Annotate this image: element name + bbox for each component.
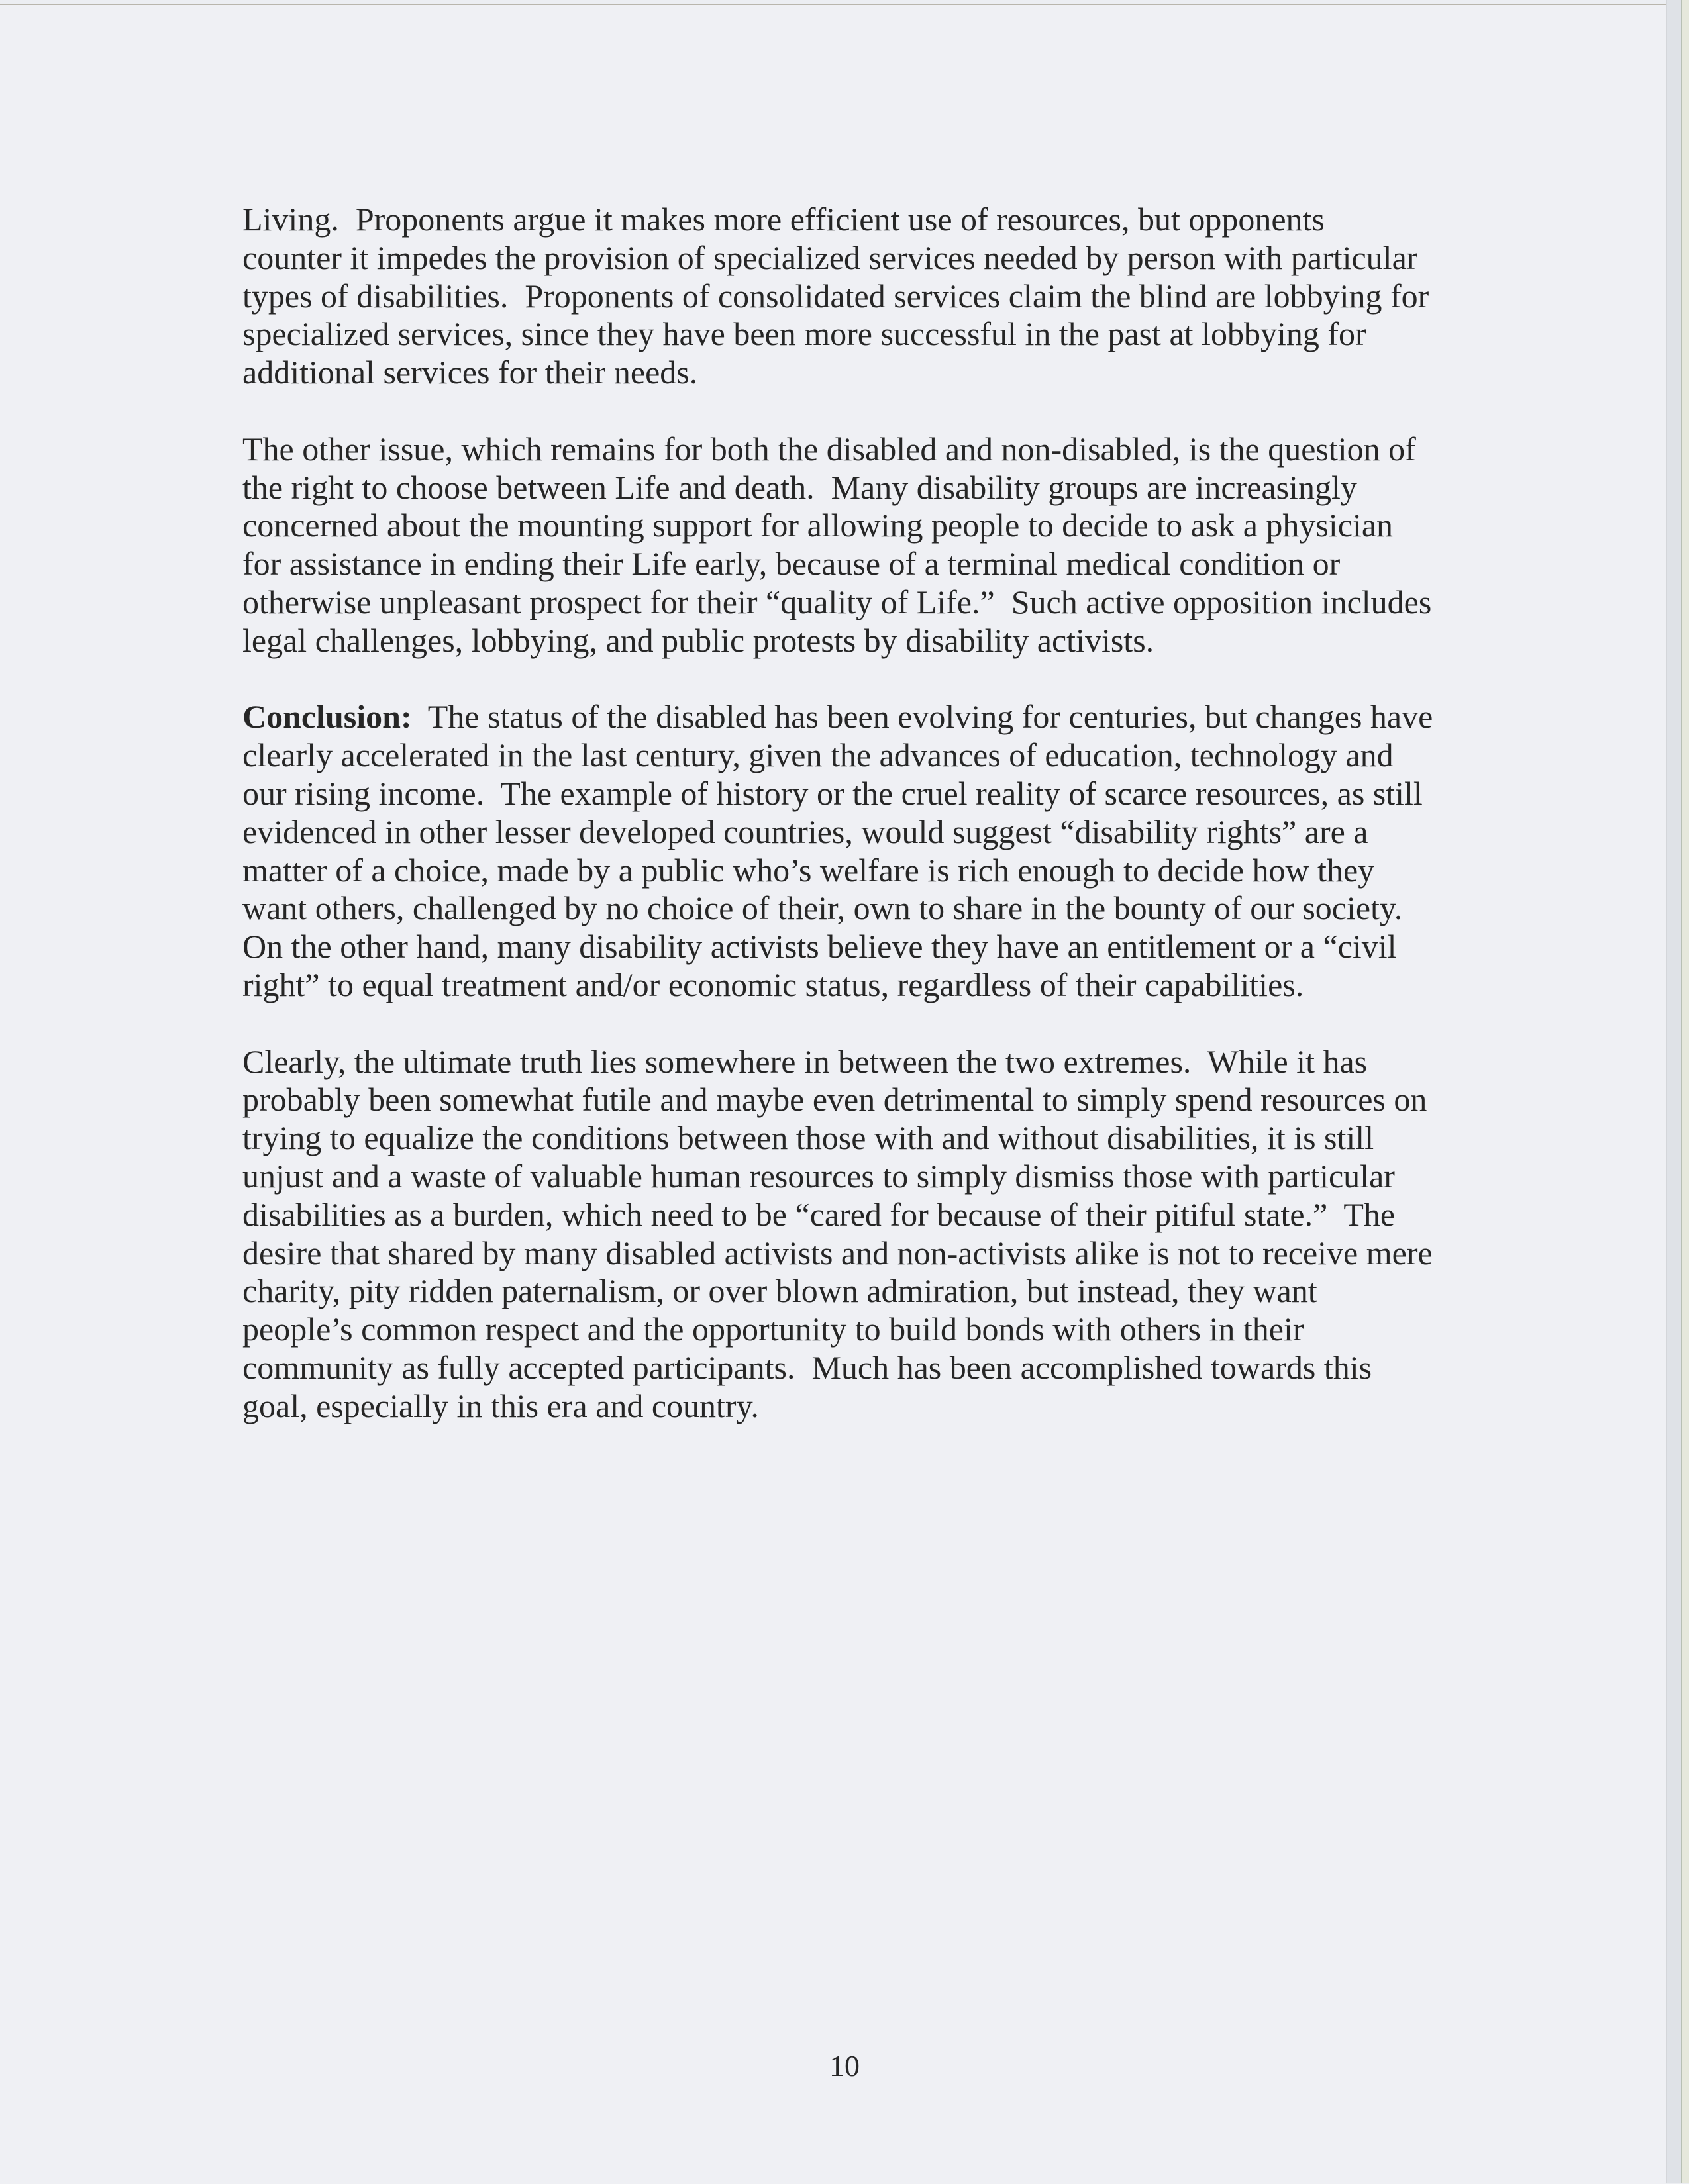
text-line — [242, 622, 1433, 660]
line-text: unjust and a waste of valuable human resources to simply dismiss those with particular — [242, 1157, 1395, 1195]
line-text: goal, especially in this era and country. — [242, 1387, 759, 1424]
line-text: specialized services, since they have been more successful in the past at lobbying for — [242, 315, 1366, 353]
text-line — [242, 1311, 1433, 1349]
line-text: our rising income. The example of history or the cruel reality of scarce resources, as still — [242, 774, 1423, 812]
text-line — [242, 469, 1433, 507]
text-line — [242, 430, 1433, 469]
text-line — [242, 315, 1433, 354]
text-line — [242, 1387, 1433, 1426]
line-text: Clearly, the ultimate truth lies somewhere in between the two extremes. While it has — [242, 1042, 1368, 1080]
line-text: additional services for their needs. — [242, 354, 698, 391]
text-line — [242, 1119, 1433, 1158]
line-text: disabilities as a burden, which need to be “cared for because of their pitiful state.” The — [242, 1195, 1396, 1233]
paragraph — [242, 430, 1433, 660]
text-line — [242, 201, 1433, 239]
line-text: Living. Proponents argue it makes more efficient use of resources, but opponents — [242, 201, 1325, 238]
document-body — [242, 201, 1433, 1464]
text-line — [242, 545, 1433, 583]
text-line — [242, 1196, 1433, 1234]
line-text: people’s common respect and the opportunity to build bonds with others in their — [242, 1311, 1304, 1348]
line-text: right” to equal treatment and/or economic status, regardless of their capabilities. — [242, 966, 1304, 1003]
text-line — [242, 1272, 1433, 1311]
text-line — [242, 889, 1433, 928]
line-text: matter of a choice, made by a public who’s welfare is rich enough to decide how they — [242, 851, 1375, 889]
paragraph — [242, 1043, 1433, 1426]
text-line — [242, 813, 1433, 852]
paragraph — [242, 201, 1433, 392]
line-text: desire that shared by many disabled activists and non-activists alike is not to receive mere — [242, 1234, 1433, 1271]
text-line — [242, 277, 1433, 316]
text-line — [242, 852, 1433, 890]
line-text: clearly accelerated in the last century, given the advances of education, technology and — [242, 736, 1394, 774]
line-text: The status of the disabled has been evolving for centuries, but changes have — [411, 698, 1433, 736]
text-line — [242, 1043, 1433, 1081]
page-number: 10 — [829, 2049, 860, 2083]
line-text: On the other hand, many disability activists believe they have an entitlement or a “civil — [242, 928, 1397, 966]
line-text: community as fully accepted participants. Much has been accomplished towards this — [242, 1348, 1372, 1386]
text-line — [242, 928, 1433, 966]
text-line — [242, 583, 1433, 622]
line-text: The other issue, which remains for both the disabled and non-disabled, is the question of — [242, 430, 1416, 468]
text-line — [242, 736, 1433, 775]
line-text: want others, challenged by no choice of their, own to share in the bounty of our society. — [242, 889, 1403, 927]
text-line — [242, 507, 1433, 545]
page-edge — [1666, 0, 1682, 2183]
line-text: otherwise unpleasant prospect for their “quality of Life.” Such active opposition includes — [242, 583, 1432, 620]
line-text: trying to equalize the conditions between those with and without disabilities, it is still — [242, 1119, 1374, 1157]
text-line — [242, 1081, 1433, 1119]
text-line — [242, 698, 1433, 736]
text-line — [242, 775, 1433, 813]
text-line — [242, 1234, 1433, 1273]
line-text: charity, pity ridden paternalism, or over blown admiration, but instead, they want — [242, 1272, 1317, 1310]
line-text: types of disabilities. Proponents of consolidated services claim the blind are lobbying for — [242, 277, 1429, 315]
text-line — [242, 239, 1433, 277]
line-text: counter it impedes the provision of specialized services needed by person with particular — [242, 238, 1418, 276]
line-text: probably been somewhat futile and maybe even detrimental to simply spend resources on — [242, 1081, 1427, 1118]
text-line — [242, 354, 1433, 392]
text-line — [242, 1349, 1433, 1387]
text-line — [242, 1158, 1433, 1196]
line-text: the right to choose between Life and death. Many disability groups are increasingly — [242, 468, 1357, 506]
line-text: concerned about the mounting support for allowing people to decide to ask a physician — [242, 507, 1394, 544]
section-heading: Conclusion: — [242, 698, 412, 736]
paragraph — [242, 698, 1433, 1004]
line-text: legal challenges, lobbying, and public protests by disability activists. — [242, 621, 1154, 659]
scanner-border — [1681, 0, 1689, 2183]
text-line — [242, 966, 1433, 1005]
line-text: for assistance in ending their Life early, because of a terminal medical condition or — [242, 545, 1341, 583]
line-text: evidenced in other lesser developed countries, would suggest “disability rights” are a — [242, 813, 1368, 850]
